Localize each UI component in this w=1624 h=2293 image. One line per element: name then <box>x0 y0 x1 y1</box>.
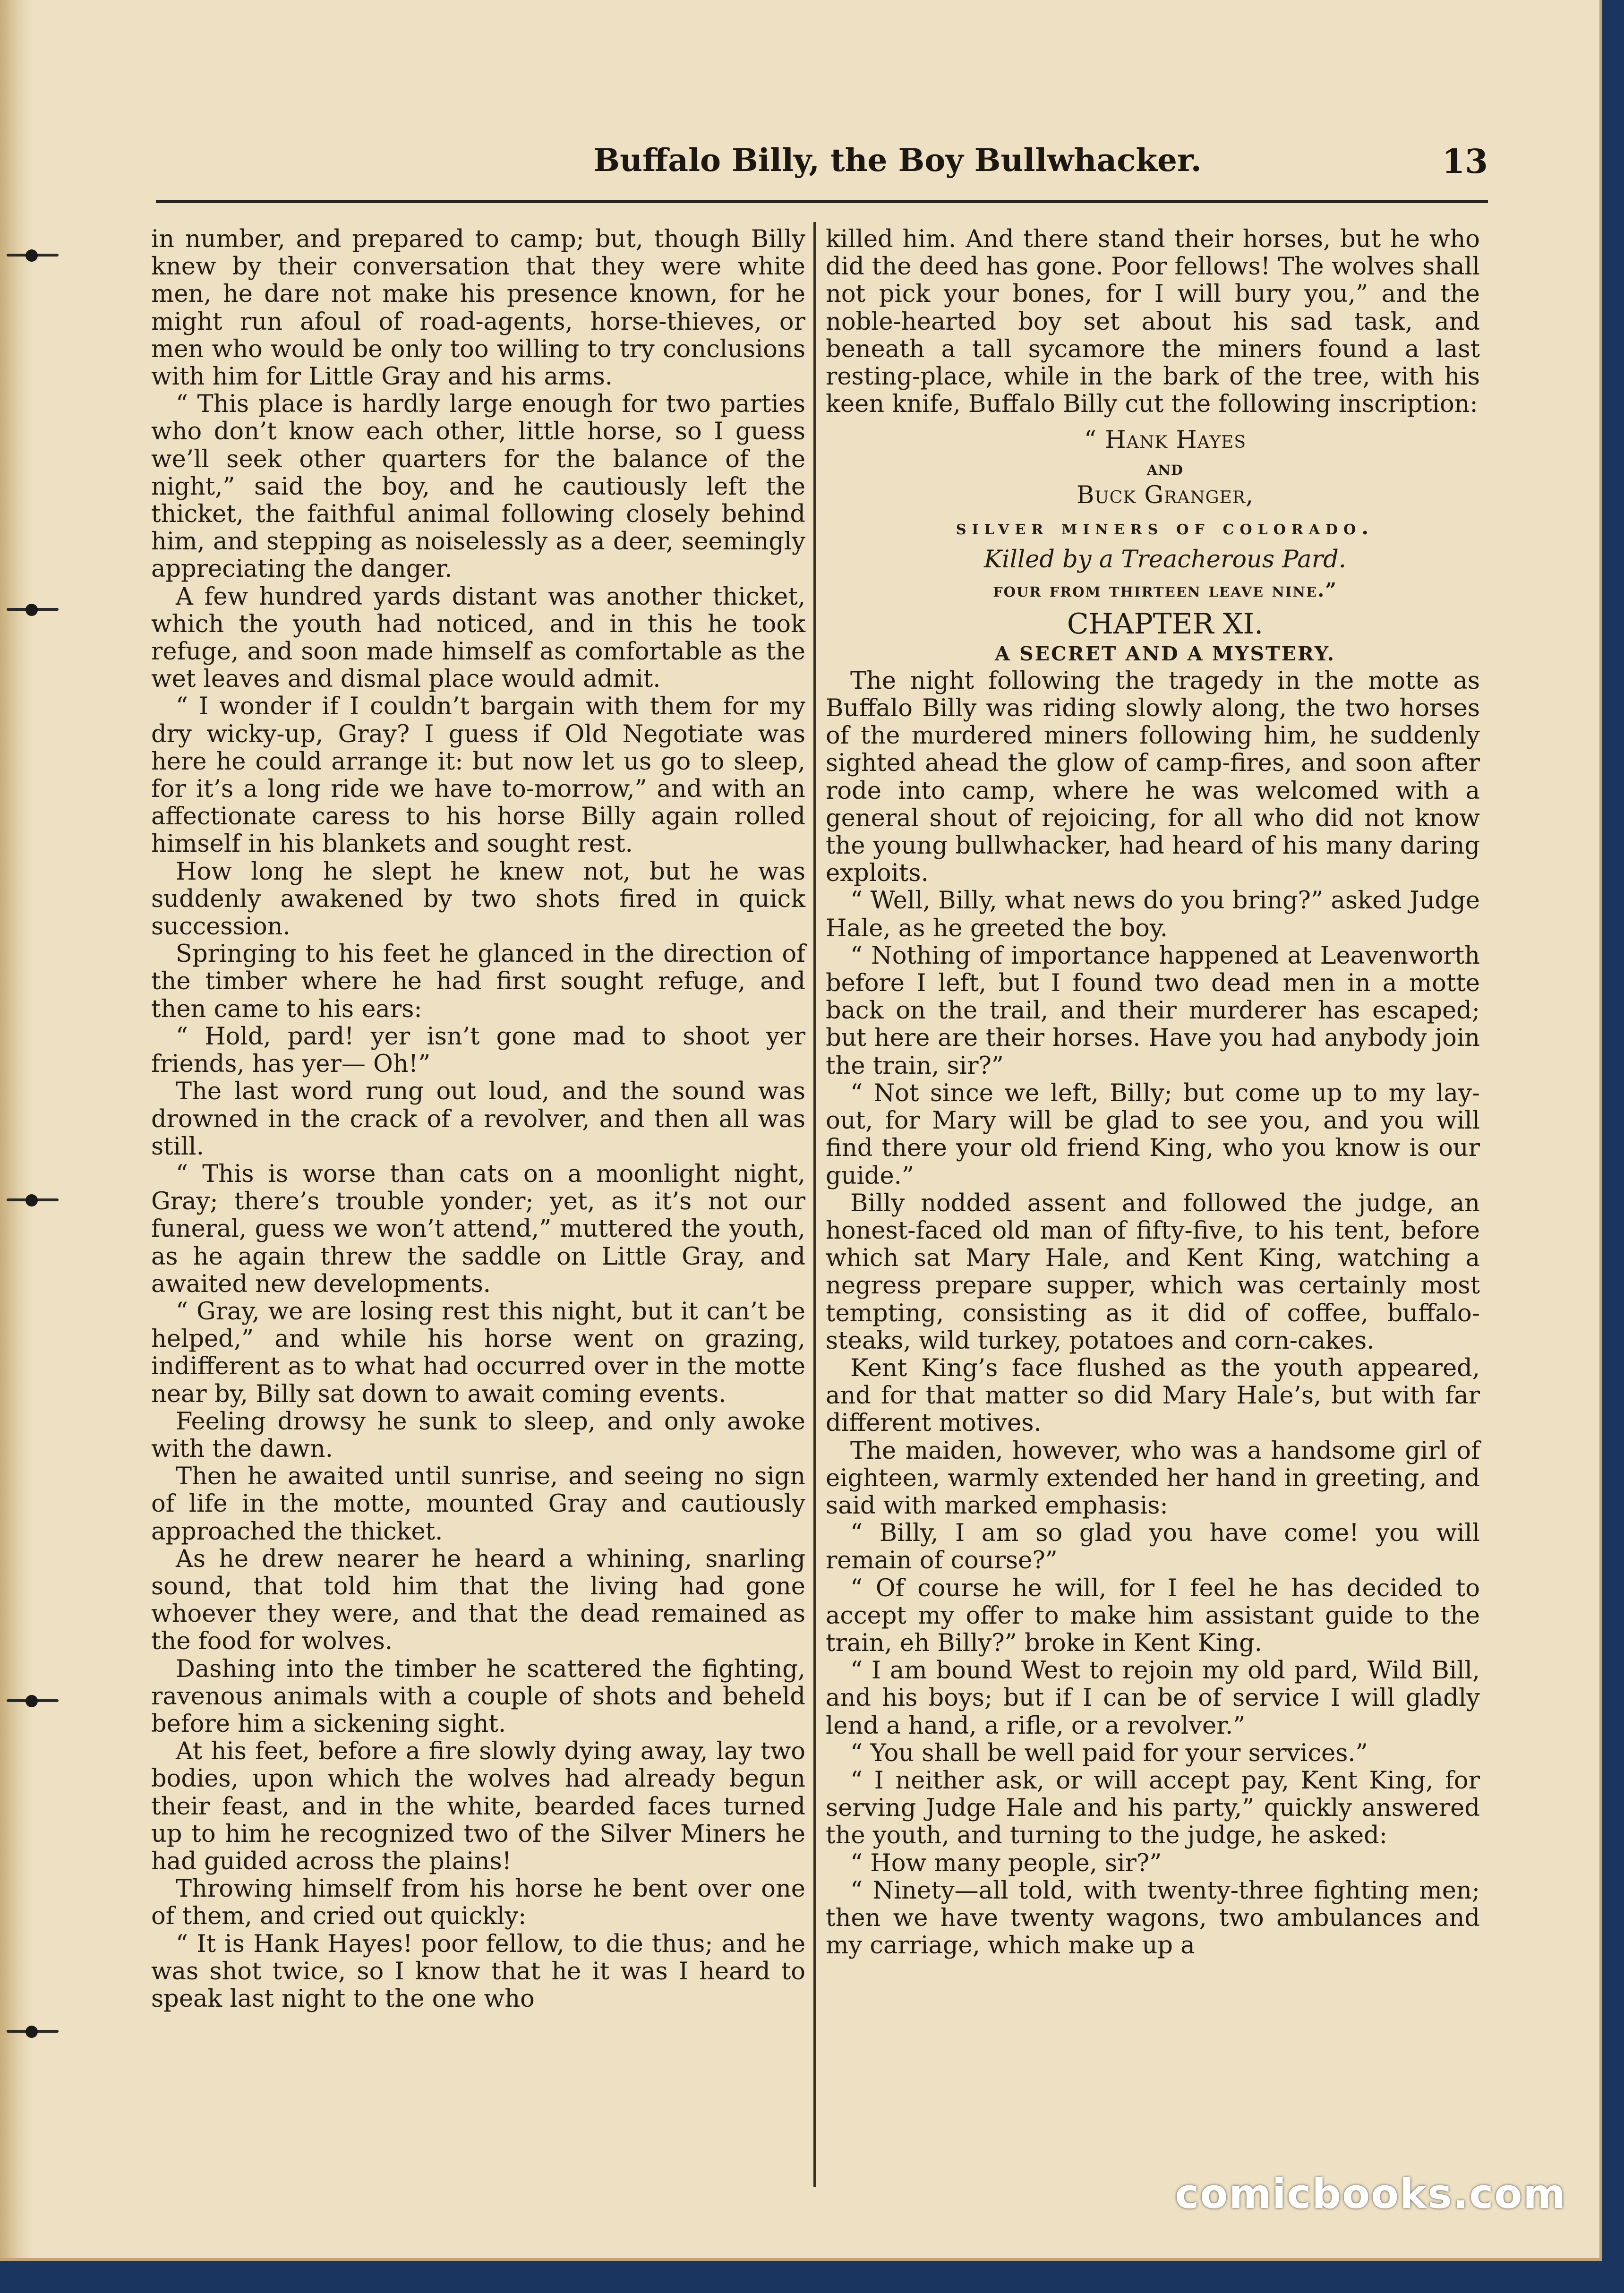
paragraph: “ How many people, sir?” <box>850 1849 1162 1877</box>
paragraph: Feeling drowsy he sunk to sleep, and only awoke with the dawn. <box>151 1407 805 1463</box>
paragraph: Then he awaited until sunrise, and seeing no sign of life in the motte, mounted Gray and cautiously approached the thicket. <box>151 1463 805 1546</box>
paragraph: “ This is worse than cats on a moonlight night, Gray; there’s trouble yonder; yet, as it’s not our funeral, guess we won’t attend,” muttered the youth, as he again threw the saddle on Little Gray, and awaited new developments. <box>151 1160 805 1298</box>
paragraph: “ Ninety—all told, with twenty-three fighting men; then we have twenty wagons, two ambulances and my carriage, which make up a <box>826 1876 1480 1960</box>
paragraph: “ I am bound West to rejoin my old pard, Wild Bill, and his boys; but if I can be of service I will gladly lend a hand, a rifle, or a revolver.” <box>826 1657 1480 1740</box>
paragraph: Dashing into the timber he scattered the fighting, ravenous animals with a couple of shots and beheld before him a sickening sight. <box>151 1655 805 1738</box>
column-divider <box>813 222 816 2187</box>
paragraph: At his feet, before a fire slowly dying away, lay two bodies, upon which the wolves had already begun their feast, and in the white, bearded faces turned up to him he recognized two of the Silver Miners he had guided across the plains! <box>151 1737 805 1875</box>
paragraph: “ You shall be well paid for your services.” <box>850 1739 1368 1767</box>
paragraph: The night following the tragedy in the motte as Buffalo Billy was riding slowly along, the two horses of the murdered miners following him, he suddenly sighted ahead the glow of camp-fires, and soon after rode into camp, where he was welcomed with a general shout of rejoicing, for all who did not know the young bullwhacker, had heard of his many daring exploits. <box>826 667 1480 888</box>
inscription-line: Killed by a Treacherous Pard. <box>984 546 1346 574</box>
paragraph: A few hundred yards distant was another thicket, which the youth had noticed, and in this he took refuge, and soon made himself as comfortable as the wet leaves and dismal place would admit. <box>151 582 805 693</box>
chapter-subtitle: A SECRET AND A MYSTERY. <box>995 642 1335 665</box>
binding-stitch <box>7 600 59 619</box>
paragraph: Springing to his feet he glanced in the direction of the timber where he had first sought refuge, and then came to his ears: <box>151 940 805 1023</box>
inscription-line: four from thirteen leave nine.” <box>993 579 1337 602</box>
binding-stitch <box>7 246 59 265</box>
header-rule <box>156 200 1488 203</box>
paragraph: Kent King’s face flushed as the youth appeared, and for that matter so did Mary Hale’s, but with far different motives. <box>826 1354 1480 1437</box>
paragraph: “ Gray, we are losing rest this night, but it can’t be helped,” and while his horse went on grazing, indifferent as to what had occurred over in the motte near by, Billy sat down to await coming events. <box>151 1297 805 1408</box>
inscription-line: Buck Granger, <box>1076 481 1254 509</box>
paragraph: “ Nothing of importance happened at Leavenworth before I left, but I found two dead men in a motte back on the trail, and their murderer has escaped; but here are their horses. Have you had anybody join the train, sir?” <box>826 941 1480 1080</box>
running-head <box>156 142 1488 198</box>
page-number: 13 <box>1442 142 1488 181</box>
paragraph: “ Of course he will, for I feel he has decided to accept my offer to make him assistant guide to the train, eh Billy?” broke in Kent King. <box>826 1574 1480 1657</box>
paragraph: “ Billy, I am so glad you have come! you will remain of course?” <box>826 1519 1480 1575</box>
paragraph: How long he slept he knew not, but he was suddenly awakened by two shots fired in quick succession. <box>151 857 805 941</box>
paragraph: “ Well, Billy, what news do you bring?” asked Judge Hale, as he greeted the boy. <box>826 887 1480 942</box>
inscription-line: “ Hank Hayes <box>1084 426 1247 454</box>
paragraph: Throwing himself from his horse he bent over one of them, and cried out quickly: <box>151 1875 805 1931</box>
paragraph: Billy nodded assent and followed the judge, an honest-faced old man of fifty-five, to his tent, before which sat Mary Hale, and Kent King, watching a negress prepare supper, which was certainly most tempting, consisting as it did of coffee, buffalo-steaks, wild turkey, potatoes and corn-cakes. <box>826 1189 1480 1355</box>
inscription-line: silver miners of colorado. <box>956 516 1375 540</box>
binding-stitch <box>7 2022 59 2041</box>
paragraph: As he drew nearer he heard a whining, snarling sound, that told him that the living had gone whoever they were, and that the dead remained as the food for wolves. <box>151 1545 805 1656</box>
running-title: Buffalo Billy, the Boy Bullwhacker. <box>593 142 1202 179</box>
page-spine <box>0 0 33 2258</box>
paragraph: in number, and prepared to camp; but, though Billy knew by their conversation that they were white men, he dare not make his presence known, for he might run afoul of road-agents, horse-thieves, or men who would be only too willing to try conclusions with him for Little Gray and his arms. <box>151 225 805 391</box>
paragraph: “ I wonder if I couldn’t bargain with them for my dry wicky-up, Gray? I guess if Old Negotiate was here he could arrange it: but now let us go to sleep, for it’s a long ride we have to-morrow,” and with an affectionate caress to his horse Billy again rolled himself in his blankets and sought rest. <box>151 693 805 858</box>
paragraph: The last word rung out loud, and the sound was drowned in the crack of a revolver, and then all was still. <box>151 1078 805 1161</box>
binding-stitch <box>7 1190 59 1209</box>
inscription-line: and <box>1146 456 1184 479</box>
right-column <box>826 226 1480 1959</box>
paragraph: “ This place is hardly large enough for two parties who don’t know each other, little horse, so I guess we’ll seek other quarters for the balance of the night,” said the boy, and he cautiously left the thicket, the faithful animal following closely behind him, and stepping as noiselessly as a deer, seemingly appreciating the danger. <box>151 390 805 583</box>
paragraph: killed him. And there stand their horses, but he who did the deed has gone. Poor fellows! The wolves shall not pick your bones, for I will bury you,” and the noble-hearted boy set about his sad task, and beneath a tall sycamore the miners found a last resting-place, while in the bark of the tree, with his keen knife, Buffalo Billy cut the following inscription: <box>826 225 1480 419</box>
inscription <box>826 427 1480 604</box>
paragraph: The maiden, however, who was a handsome girl of eighteen, warmly extended her hand in greeting, and said with marked emphasis: <box>826 1437 1480 1520</box>
paragraph: “ Hold, pard! yer isn’t gone mad to shoot yer friends, has yer— Oh!” <box>151 1022 805 1078</box>
right-paragraphs <box>826 667 1480 1960</box>
watermark: comicbooks.com <box>1175 2171 1566 2218</box>
chapter-title: CHAPTER XI. <box>1067 607 1264 641</box>
left-column <box>151 226 805 2013</box>
paragraph: “ It is Hank Hayes! poor fellow, to die thus; and he was shot twice, so I know that he it was I heard to speak last night to the one who <box>151 1930 805 2013</box>
paragraph: “ Not since we left, Billy; but come up to my lay-out, for Mary will be glad to see you, and you will find there your old friend King, who you know is our guide.” <box>826 1079 1480 1190</box>
paragraph: “ I neither ask, or will accept pay, Kent King, for serving Judge Hale and his party,” quickly answered the youth, and turning to the judge, he asked: <box>826 1766 1480 1850</box>
binding-stitch <box>7 1691 59 1710</box>
